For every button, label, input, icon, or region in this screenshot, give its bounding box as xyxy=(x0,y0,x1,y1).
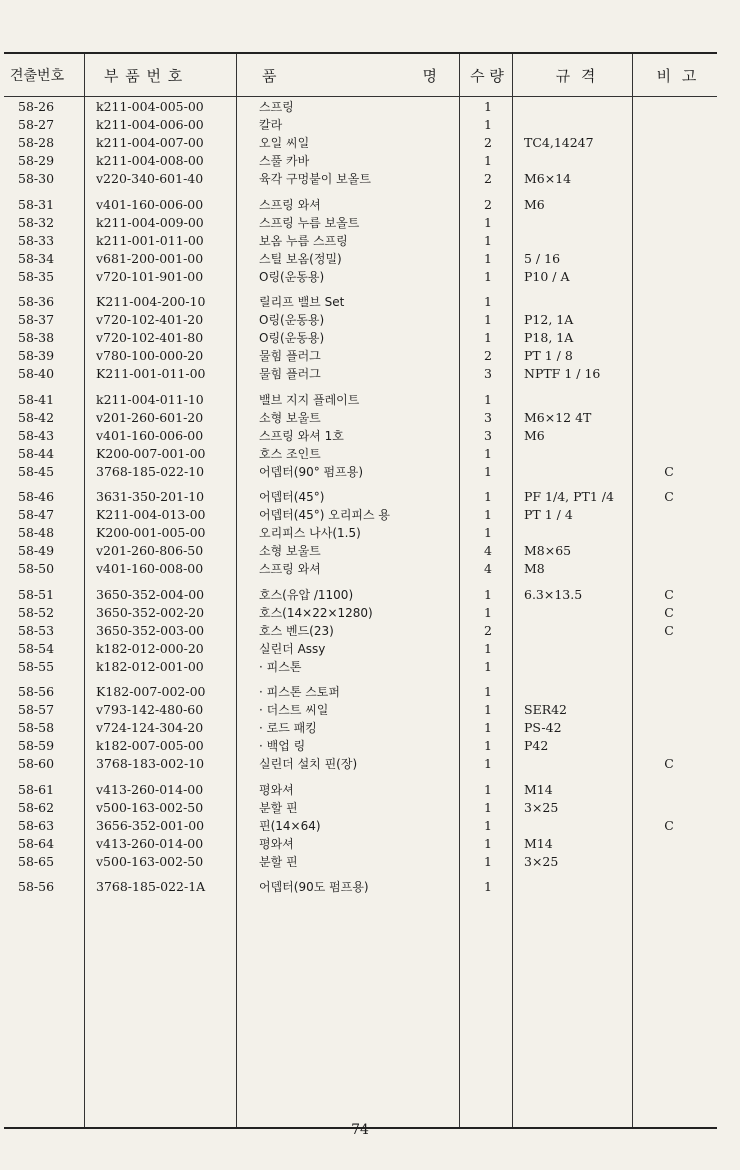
page-number: 74 xyxy=(351,1122,369,1138)
table-row xyxy=(4,506,717,524)
cell-specification: 5 / 16 xyxy=(524,250,561,266)
table-row xyxy=(4,878,717,896)
header-divider xyxy=(4,96,717,97)
cell-quantity: 1 xyxy=(484,507,492,522)
table-row xyxy=(4,604,717,622)
cell-part-name: O링(운동용) xyxy=(259,331,325,345)
cell-quantity: 1 xyxy=(484,153,492,168)
cell-quantity: 2 xyxy=(484,622,492,638)
cell-item-number: 58-57 xyxy=(18,702,55,717)
cell-quantity: 1 xyxy=(484,702,492,717)
cell-part-name: 릴리프 밸브 Set xyxy=(259,295,345,309)
cell-specification: PT 1 / 4 xyxy=(524,507,573,522)
cell-specification: M6 xyxy=(524,196,545,212)
cell-part-name: 소형 보울트 xyxy=(259,410,321,425)
cell-quantity: 1 xyxy=(484,586,492,602)
cell-part-number: v724-124-304-20 xyxy=(96,720,204,735)
cell-quantity: 1 xyxy=(484,445,492,461)
cell-quantity: 1 xyxy=(484,489,492,504)
cell-quantity: 1 xyxy=(484,720,492,735)
cell-part-number: 3650-352-003-00 xyxy=(96,622,205,638)
cell-part-name: 어뎁터(90° 펌프용) xyxy=(259,464,363,479)
cell-quantity: 1 xyxy=(484,330,492,345)
cell-item-number: 58-28 xyxy=(18,135,55,150)
cell-part-name: O링(운동용) xyxy=(259,269,325,284)
cell-part-number: 3631-350-201-10 xyxy=(96,489,205,504)
header-part-name-left: 품 xyxy=(262,67,278,85)
cell-specification: P42 xyxy=(524,738,549,753)
table-row xyxy=(4,560,717,578)
table-row xyxy=(4,853,717,871)
cell-part-name: O링(운동용) xyxy=(259,313,325,327)
cell-quantity: 1 xyxy=(484,756,492,771)
cell-item-number: 58-56 xyxy=(18,684,55,699)
cell-quantity: 1 xyxy=(484,99,492,114)
cell-quantity: 1 xyxy=(484,879,492,894)
cell-quantity: 1 xyxy=(484,640,492,656)
cell-item-number: 58-62 xyxy=(18,799,55,815)
cell-item-number: 58-29 xyxy=(18,153,55,168)
cell-item-number: 58-46 xyxy=(18,489,55,504)
cell-quantity: 4 xyxy=(484,561,492,576)
cell-quantity: 1 xyxy=(484,250,492,266)
cell-part-name: 스프링 누름 보올트 xyxy=(259,215,360,230)
cell-specification: M8 xyxy=(524,561,545,576)
table-row xyxy=(4,835,717,853)
header-item-no: 견출번호 xyxy=(10,68,65,84)
cell-item-number: 58-63 xyxy=(18,817,55,833)
cell-part-number: 3650-352-002-20 xyxy=(96,604,205,620)
table-row xyxy=(4,737,717,755)
cell-item-number: 58-47 xyxy=(18,507,55,522)
cell-part-name: 핀(14×64) xyxy=(259,818,321,833)
cell-part-name: 칼라 xyxy=(259,118,283,132)
header-specification: 규 격 xyxy=(555,67,599,85)
cell-part-name: 실린더 Assy xyxy=(259,641,326,656)
cell-part-name: 호스(유압 /1100) xyxy=(259,587,354,602)
cell-part-number: 3656-352-001-00 xyxy=(96,817,205,833)
cell-part-number: K211-004-200-10 xyxy=(96,294,206,309)
table-row xyxy=(4,463,717,481)
cell-part-name: 어뎁터(90도 펌프용) xyxy=(259,880,369,894)
table-row xyxy=(4,98,717,116)
header-part-number: 부 품 번 호 xyxy=(104,67,184,85)
cell-quantity: 1 xyxy=(484,738,492,753)
cell-part-name: 호스(14×22×1280) xyxy=(259,605,373,620)
cell-part-number: v720-101-901-00 xyxy=(96,268,204,284)
cell-specification: P18, 1A xyxy=(524,330,574,345)
cell-item-number: 58-59 xyxy=(18,738,55,753)
cell-specification: SER42 xyxy=(524,702,568,717)
cell-quantity: 1 xyxy=(484,835,492,851)
cell-item-number: 58-26 xyxy=(18,99,55,114)
cell-item-number: 58-38 xyxy=(18,330,55,345)
cell-part-name: · 로드 패킹 xyxy=(259,721,317,735)
cell-quantity: 3 xyxy=(484,366,492,381)
cell-part-number: k182-012-001-00 xyxy=(96,658,204,674)
cell-part-number: K200-001-005-00 xyxy=(96,525,206,540)
cell-item-number: 58-33 xyxy=(18,232,55,248)
table-row xyxy=(4,250,717,268)
table-row xyxy=(4,658,717,676)
cell-part-name: 소형 보울트 xyxy=(259,544,321,558)
cell-part-name: 스풀 카바 xyxy=(259,154,310,168)
cell-quantity: 1 xyxy=(484,312,492,327)
table-row xyxy=(4,214,717,232)
cell-item-number: 58-60 xyxy=(18,756,55,771)
cell-part-name: 실린더 설치 핀(장) xyxy=(259,757,358,771)
table-row xyxy=(4,365,717,383)
table-row xyxy=(4,311,717,329)
cell-specification: P12, 1A xyxy=(524,312,574,327)
cell-quantity: 1 xyxy=(484,781,492,797)
cell-part-name: 분할 핀 xyxy=(259,800,298,815)
cell-part-number: k211-004-006-00 xyxy=(96,117,204,132)
cell-part-number: k211-004-009-00 xyxy=(96,214,204,230)
cell-specification: 6.3×13.5 xyxy=(524,586,583,602)
cell-item-number: 58-55 xyxy=(18,658,55,674)
cell-item-number: 58-45 xyxy=(18,463,55,479)
cell-item-number: 58-65 xyxy=(18,853,55,869)
cell-item-number: 58-52 xyxy=(18,604,55,620)
cell-item-number: 58-51 xyxy=(18,586,55,602)
cell-part-number: v681-200-001-00 xyxy=(96,250,204,266)
cell-part-number: K200-007-001-00 xyxy=(96,445,206,461)
cell-item-number: 58-42 xyxy=(18,409,55,425)
cell-part-number: K211-004-013-00 xyxy=(96,507,206,522)
table-row xyxy=(4,427,717,445)
cell-item-number: 58-31 xyxy=(18,196,55,212)
cell-quantity: 3 xyxy=(484,409,492,425)
cell-part-name: 스프링 와셔 1호 xyxy=(259,428,344,443)
cell-item-number: 58-50 xyxy=(18,561,55,576)
cell-specification: TC4,14247 xyxy=(524,135,594,150)
cell-quantity: 1 xyxy=(484,525,492,540)
cell-part-number: v220-340-601-40 xyxy=(96,171,204,186)
parts-table xyxy=(4,52,717,1129)
cell-part-number: 3768-185-022-1A xyxy=(96,879,206,894)
cell-item-number: 58-32 xyxy=(18,214,55,230)
cell-part-name: 스프링 와셔 xyxy=(259,562,321,576)
header-part-name xyxy=(262,54,438,96)
cell-part-number: v793-142-480-60 xyxy=(96,702,204,717)
cell-quantity: 4 xyxy=(484,543,492,558)
cell-part-name: · 피스톤 xyxy=(259,659,302,674)
cell-part-name: 보옴 누름 스프링 xyxy=(259,233,348,248)
table-row xyxy=(4,232,717,250)
cell-part-number: k211-001-011-00 xyxy=(96,232,204,248)
cell-specification: P10 / A xyxy=(524,268,570,284)
cell-remark: C xyxy=(664,489,674,504)
cell-remark: C xyxy=(664,622,674,638)
cell-part-number: v720-102-401-20 xyxy=(96,312,204,327)
cell-quantity: 1 xyxy=(484,817,492,833)
cell-specification: NPTF 1 / 16 xyxy=(524,366,601,381)
cell-quantity: 1 xyxy=(484,658,492,674)
cell-quantity: 1 xyxy=(484,391,492,407)
cell-part-number: v201-260-806-50 xyxy=(96,543,204,558)
cell-quantity: 1 xyxy=(484,604,492,620)
table-row xyxy=(4,196,717,214)
cell-quantity: 1 xyxy=(484,684,492,699)
cell-specification: M8×65 xyxy=(524,543,572,558)
cell-quantity: 2 xyxy=(484,196,492,212)
cell-part-name: 호스 조인트 xyxy=(259,446,321,461)
cell-quantity: 1 xyxy=(484,853,492,869)
cell-specification: PS-42 xyxy=(524,720,562,735)
cell-part-number: k182-012-000-20 xyxy=(96,640,204,656)
cell-part-number: k211-004-008-00 xyxy=(96,153,204,168)
cell-item-number: 58-49 xyxy=(18,543,55,558)
table-row xyxy=(4,781,717,799)
cell-quantity: 2 xyxy=(484,171,492,186)
cell-part-number: k211-004-011-10 xyxy=(96,391,204,407)
cell-part-number: v401-160-006-00 xyxy=(96,427,204,443)
cell-part-number: v720-102-401-80 xyxy=(96,330,204,345)
cell-part-number: v500-163-002-50 xyxy=(96,799,204,815)
cell-item-number: 58-56 xyxy=(18,879,55,894)
table-row xyxy=(4,134,717,152)
cell-part-number: k211-004-005-00 xyxy=(96,99,204,114)
cell-part-number: v401-160-006-00 xyxy=(96,196,204,212)
cell-part-number: 3650-352-004-00 xyxy=(96,586,205,602)
cell-part-number: K182-007-002-00 xyxy=(96,684,206,699)
cell-specification: M14 xyxy=(524,781,553,797)
table-row xyxy=(4,488,717,506)
table-row xyxy=(4,293,717,311)
cell-part-name: · 더스트 씨일 xyxy=(259,703,329,717)
cell-specification: 3×25 xyxy=(524,799,559,815)
cell-part-number: 3768-185-022-10 xyxy=(96,463,205,479)
table-row xyxy=(4,817,717,835)
cell-quantity: 1 xyxy=(484,232,492,248)
cell-quantity: 1 xyxy=(484,117,492,132)
cell-part-name: 밸브 지지 플레이트 xyxy=(259,392,360,407)
header-part-name-right: 명 xyxy=(422,67,438,85)
cell-item-number: 58-44 xyxy=(18,445,55,461)
cell-item-number: 58-53 xyxy=(18,622,55,638)
cell-specification: PF 1/4, PT1 /4 xyxy=(524,489,614,504)
cell-item-number: 58-64 xyxy=(18,835,55,851)
cell-quantity: 1 xyxy=(484,214,492,230)
table-row xyxy=(4,640,717,658)
table-row xyxy=(4,524,717,542)
cell-part-name: 평와셔 xyxy=(259,782,294,797)
cell-part-name: 호스 벤드(23) xyxy=(259,623,334,638)
table-row xyxy=(4,329,717,347)
cell-quantity: 2 xyxy=(484,348,492,363)
cell-quantity: 3 xyxy=(484,427,492,443)
cell-part-number: 3768-183-002-10 xyxy=(96,756,205,771)
header-remarks: 비 고 xyxy=(656,67,700,85)
cell-part-number: v413-260-014-00 xyxy=(96,835,204,851)
cell-item-number: 58-30 xyxy=(18,171,55,186)
cell-specification: M6×14 xyxy=(524,171,572,186)
cell-specification: M6 xyxy=(524,427,545,443)
cell-part-name: · 피스톤 스토퍼 xyxy=(259,685,340,699)
cell-part-number: v401-160-008-00 xyxy=(96,561,204,576)
table-row xyxy=(4,347,717,365)
cell-part-name: 오리피스 나사(1.5) xyxy=(259,526,361,540)
cell-part-name: 어뎁터(45°) 오리피스 용 xyxy=(259,508,390,522)
cell-part-name: 물힘 플러그 xyxy=(259,349,321,363)
cell-specification: M6×12 4T xyxy=(524,409,592,425)
table-row xyxy=(4,116,717,134)
table-row xyxy=(4,391,717,409)
cell-quantity: 1 xyxy=(484,294,492,309)
cell-remark: C xyxy=(664,756,674,771)
table-row xyxy=(4,268,717,286)
cell-item-number: 58-36 xyxy=(18,294,55,309)
cell-part-number: v780-100-000-20 xyxy=(96,348,204,363)
cell-part-name: 평와셔 xyxy=(259,836,294,851)
cell-quantity: 2 xyxy=(484,135,492,150)
cell-specification: 3×25 xyxy=(524,853,559,869)
cell-part-number: K211-001-011-00 xyxy=(96,366,206,381)
cell-remark: C xyxy=(664,817,674,833)
table-row xyxy=(4,719,717,737)
cell-part-name: 육각 구멍붙이 보올트 xyxy=(259,172,371,186)
cell-item-number: 58-61 xyxy=(18,781,55,797)
cell-part-name: 어뎁터(45°) xyxy=(259,490,325,504)
cell-part-number: v413-260-014-00 xyxy=(96,781,204,797)
cell-part-number: k182-007-005-00 xyxy=(96,738,204,753)
cell-item-number: 58-34 xyxy=(18,250,55,266)
table-row xyxy=(4,799,717,817)
cell-quantity: 1 xyxy=(484,799,492,815)
cell-part-name: 스틸 보옴(정밀) xyxy=(259,251,342,266)
cell-item-number: 58-43 xyxy=(18,427,55,443)
cell-part-number: k211-004-007-00 xyxy=(96,135,204,150)
table-row xyxy=(4,170,717,188)
header-quantity: 수 량 xyxy=(470,67,504,85)
table-row xyxy=(4,755,717,773)
cell-part-name: 스프링 와셔 xyxy=(259,197,321,212)
table-row xyxy=(4,586,717,604)
table-row xyxy=(4,701,717,719)
cell-part-name: 스프링 xyxy=(259,100,294,114)
cell-item-number: 58-39 xyxy=(18,348,55,363)
cell-remark: C xyxy=(664,463,674,479)
cell-part-name: 분할 핀 xyxy=(259,854,298,869)
cell-item-number: 58-35 xyxy=(18,268,55,284)
table-row xyxy=(4,683,717,701)
cell-item-number: 58-48 xyxy=(18,525,55,540)
cell-item-number: 58-41 xyxy=(18,391,55,407)
cell-remark: C xyxy=(664,586,674,602)
cell-part-name: 오일 씨일 xyxy=(259,136,310,150)
cell-part-number: v500-163-002-50 xyxy=(96,853,204,869)
cell-specification: M14 xyxy=(524,835,553,851)
cell-item-number: 58-54 xyxy=(18,640,55,656)
cell-item-number: 58-58 xyxy=(18,720,55,735)
cell-quantity: 1 xyxy=(484,268,492,284)
cell-part-name: · 백업 링 xyxy=(259,739,306,753)
table-row xyxy=(4,409,717,427)
table-row xyxy=(4,445,717,463)
cell-remark: C xyxy=(664,604,674,620)
cell-part-number: v201-260-601-20 xyxy=(96,409,204,425)
cell-item-number: 58-27 xyxy=(18,117,55,132)
cell-item-number: 58-40 xyxy=(18,366,55,381)
table-row xyxy=(4,542,717,560)
cell-item-number: 58-37 xyxy=(18,312,55,327)
cell-part-name: 물힘 플러그 xyxy=(259,367,321,381)
table-row xyxy=(4,152,717,170)
table-row xyxy=(4,622,717,640)
cell-specification: PT 1 / 8 xyxy=(524,348,573,363)
cell-quantity: 1 xyxy=(484,463,492,479)
